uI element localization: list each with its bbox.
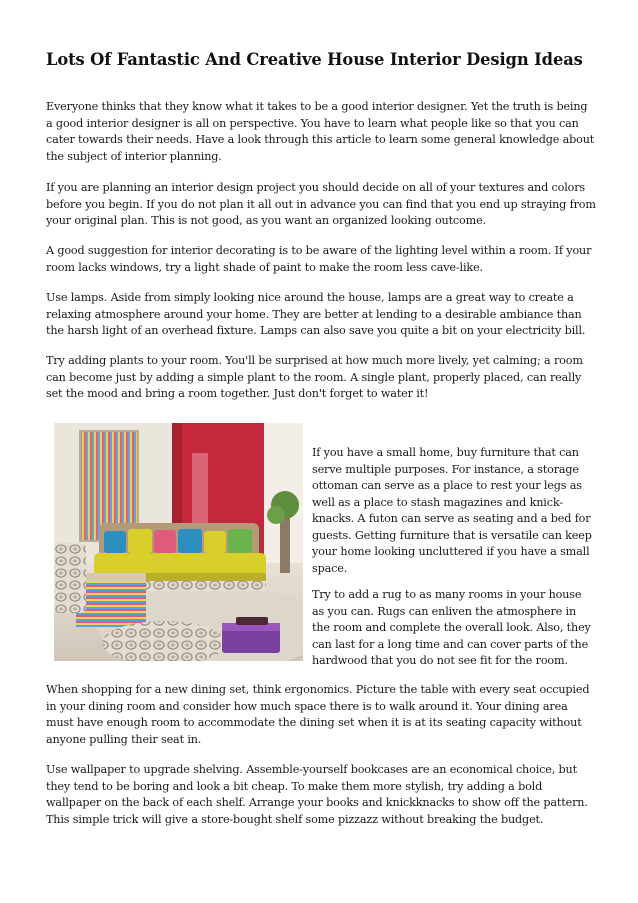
side-paragraph: Try to add a rug to as many rooms in your house as you can. Rugs can enliven the atmosphere in the room and complete the overall look. Also, they can last for a long time and can cover parts of the hardwood that you do not see fit for the room. bbox=[312, 588, 591, 667]
side-paragraph: If you have a small home, buy furniture that can serve multiple purposes. For instance, a storage ottoman can serve as a place to rest your legs as well as a place to stash magazines and knick-knacks. A futon can serve as seating and a bed for guests. Getting furniture that is versatile can keep your home looking uncluttered if you have a small space. bbox=[312, 446, 592, 575]
paragraph: Try adding plants to your room. You'll be surprised at how much more lively, yet calming; a room can become just by adding a simple plant to the room. A single plant, properly placed, can really set the mood and bring a room together. Just don't forget to water it! bbox=[46, 354, 583, 400]
paragraph: Use lamps. Aside from simply looking nice around the house, lamps are a great way to create a relaxing atmosphere around your home. They are better at lending to a desirable ambiance than the harsh light of an overhead fixture. Lamps can also save you quite a bit on your electricity bill. bbox=[46, 291, 586, 337]
paragraph: When shopping for a new dining set, think ergonomics. Picture the table with every seat occupied in your dining room and consider how much space there is to walk around it. Your dining area must have enough room to accommodate the dining set when it is at its seating capacity without anyone pulling their seat in. bbox=[46, 683, 590, 746]
striped-ottoman bbox=[76, 573, 146, 627]
paragraph: Everyone thinks that they know what it takes to be a good interior designer. Yet the truth is being a good interior designer is all on perspective. You have to learn what people like so that you can cater towards their needs. Have a look through this article to learn some general knowledge about the subject of interior planning. bbox=[46, 100, 595, 163]
paragraph: If you are planning an interior design project you should decide on all of your textures and colors before you begin. If you do not plan it all out in advance you can find that you end up straying from your original plan. This is not good, as you want an organized looking outcome. bbox=[46, 181, 596, 227]
paragraph: A good suggestion for interior decorating is to be aware of the lighting level within a room. If your room lacks windows, try a light shade of paint to make the room less cave-like. bbox=[46, 244, 592, 274]
paragraph: Use wallpaper to upgrade shelving. Assemble-yourself bookcases are an economical choice, but they tend to be boring and look a bit cheap. To make them more stylish, try adding a bold wallpaper on the back of each shelf. Arrange your books and knickknacks to show off the pattern. This simple trick will give a store-bought shelf some pizzazz without breaking the budget. bbox=[46, 763, 588, 826]
article-title: Lots Of Fantastic And Creative House Interior Design Ideas bbox=[46, 50, 583, 69]
living-room-photo bbox=[54, 423, 303, 661]
